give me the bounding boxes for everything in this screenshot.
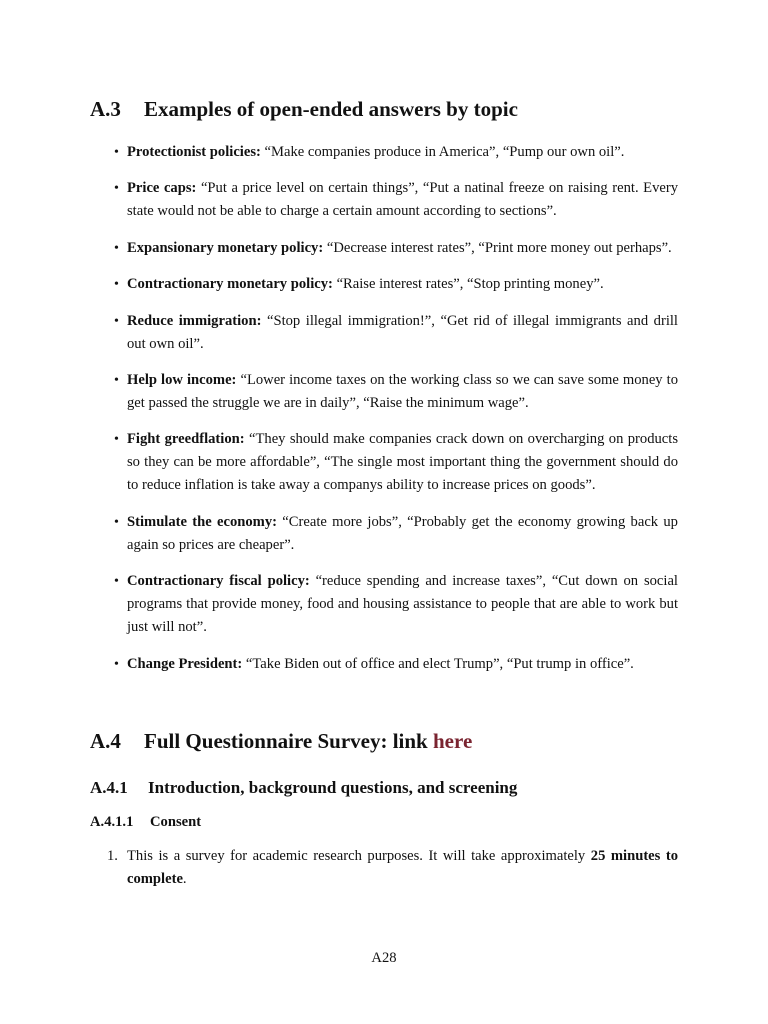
bullet-icon: • — [114, 240, 119, 256]
bullet-icon: • — [114, 277, 119, 293]
section-title: Full Questionnaire Survey: link — [144, 729, 428, 753]
topic-label: Price caps: — [127, 180, 197, 197]
subsubsection-heading-a411 — [90, 811, 201, 833]
subsection-title: Introduction, background questions, and screening — [148, 778, 518, 797]
item-text: This is a survey for academic research purposes. It will take approximately — [127, 848, 586, 864]
topic-text: “Create more jobs”, “Probably get the economy growing back up again so prices are cheaper”. — [127, 513, 678, 553]
section-title: Examples of open-ended answers by topic — [144, 97, 518, 121]
subsection-heading-a41 — [90, 776, 517, 800]
topic-label: Stimulate the economy: — [127, 513, 277, 530]
questionnaire-link[interactable]: here — [433, 729, 473, 753]
list-item — [90, 570, 678, 639]
consent-list — [90, 845, 678, 891]
topic-label: Protectionist policies: — [127, 144, 261, 160]
bullet-icon: • — [114, 656, 119, 672]
bullet-icon: • — [114, 313, 119, 329]
topic-text: “Make companies produce in America”, “Pump our own oil”. — [264, 144, 625, 160]
topic-label: Reduce immigration: — [127, 312, 262, 329]
bullet-icon: • — [114, 372, 119, 388]
item-text-after: . — [182, 871, 187, 887]
bullet-icon: • — [114, 145, 119, 160]
list-item — [90, 310, 678, 356]
topic-text: “Decrease interest rates”, “Print more money out perhaps”. — [326, 239, 672, 256]
item-bold-text: 25 minutes to complete — [127, 848, 679, 887]
topic-label: Fight greedflation: — [127, 431, 245, 448]
list-item — [90, 845, 678, 891]
topic-text: “Raise interest rates”, “Stop printing money”. — [336, 276, 604, 293]
topic-text: “They should make companies crack down on overcharging on products so they can be more affordable”, “The single most important thing the government should do to reduce inflation is take away a companys ability to increase prices on goods”. — [127, 431, 679, 494]
list-item — [90, 273, 678, 296]
topic-label: Expansionary monetary policy: — [127, 239, 324, 256]
topic-text: “Stop illegal immigration!”, “Get rid of illegal immigrants and drill out own oil”. — [127, 312, 678, 352]
topic-label: Help low income: — [127, 371, 237, 388]
section-heading-a3 — [90, 95, 518, 123]
section-number: A.4 — [90, 729, 121, 753]
topic-label: Contractionary fiscal policy: — [127, 573, 310, 590]
list-item — [90, 428, 678, 497]
subsubsection-number: A.4.1.1 — [90, 814, 134, 830]
bullet-icon: • — [114, 514, 119, 530]
item-number: 1. — [107, 848, 118, 864]
topic-label: Change President: — [127, 655, 243, 672]
list-item — [90, 177, 678, 223]
bullet-icon: • — [114, 181, 119, 197]
topic-text: “Lower income taxes on the working class so we can save some money to get passed the struggle we are in daily”, “Raise the minimum wage”. — [127, 371, 678, 411]
subsection-number: A.4.1 — [90, 778, 128, 797]
list-item — [90, 369, 678, 415]
bullet-icon: • — [114, 432, 119, 448]
list-item — [90, 511, 678, 557]
topic-list — [90, 141, 678, 689]
topic-text: “Take Biden out of office and elect Trump”, “Put trump in office”. — [245, 655, 634, 672]
subsubsection-title: Consent — [150, 814, 202, 830]
topic-text: “Put a price level on certain things”, “Put a natinal freeze on raising rent. Every state would not be able to charge a certain amount according to sections”. — [127, 180, 678, 220]
list-item — [90, 653, 678, 676]
section-number: A.3 — [90, 97, 121, 121]
list-item — [90, 141, 678, 164]
topic-label: Contractionary monetary policy: — [127, 276, 333, 293]
page-number: A28 — [371, 950, 397, 966]
section-heading-a4 — [90, 727, 472, 755]
topic-text: “reduce spending and increase taxes”, “Cut down on social programs that provide money, food and housing assistance to people that are able to work but just will not”. — [127, 573, 678, 636]
bullet-icon: • — [114, 574, 119, 590]
list-item — [90, 237, 678, 260]
